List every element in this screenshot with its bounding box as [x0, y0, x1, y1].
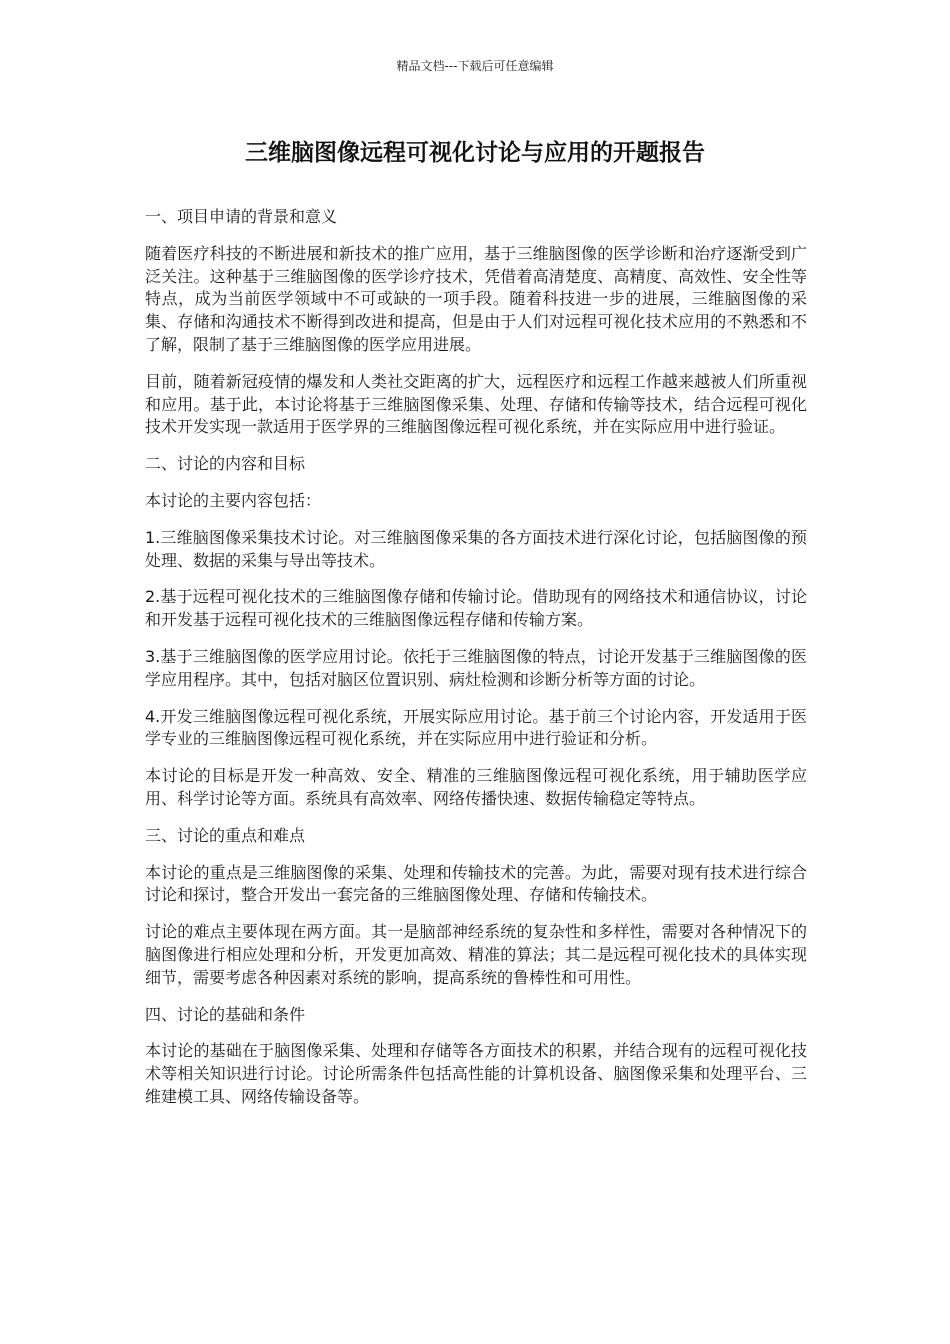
- section-heading-basis-conditions: 四、讨论的基础和条件: [145, 1004, 306, 1024]
- page-header-watermark: 精品文档---下载后可任意编辑: [396, 59, 554, 73]
- document-body: [145, 206, 807, 1123]
- section-heading-key-difficult: 三、讨论的重点和难点: [145, 825, 306, 845]
- paragraph-key-points: 本讨论的重点是三维脑图像的采集、处理和传输技术的完善。为此，需要对现有技术进行综合讨论和探讨，整合开发出一套完备的三维脑图像处理、存储和传输技术。: [145, 862, 807, 905]
- paragraph-difficulties: 讨论的难点主要体现在两方面。其一是脑部神经系统的复杂性和多样性，需要对各种情况下的脑图像进行相应处理和分析，开发更加高效、精准的算法；其二是远程可视化技术的具体实现细节，需要考虑各种因素对系统的影响，提高系统的鲁棒性和可用性。: [145, 922, 807, 987]
- paragraph-basis-conditions: 本讨论的基础在于脑图像采集、处理和存储等各方面技术的积累，并结合现有的远程可视化技术等相关知识进行讨论。讨论所需条件包括高性能的计算机设备、脑图像采集和处理平台、三维建模工具、网络传输设备等。: [145, 1041, 807, 1106]
- section-heading-content-goals: 二、讨论的内容和目标: [145, 454, 306, 474]
- paragraph-goals: 本讨论的目标是开发一种高效、安全、精准的三维脑图像远程可视化系统，用于辅助医学应用、科学讨论等方面。系统具有高效率、网络传播快速、数据传输稳定等特点。: [145, 766, 807, 808]
- list-item-content-3: 3.基于三维脑图像的医学应用讨论。依托于三维脑图像的特点，讨论开发基于三维脑图像的医学应用程序。其中，包括对脑区位置识别、病灶检测和诊断分析等方面的讨论。: [145, 646, 807, 689]
- section-heading-background: 一、项目申请的背景和意义: [145, 207, 338, 226]
- paragraph-background-2: 目前，随着新冠疫情的爆发和人类社交距离的扩大，远程医疗和远程工作越来越被人们所重视和应用。基于此，本讨论将基于三维脑图像采集、处理、存储和传输等技术，结合远程可视化技术开发实现一款适用于医学界的三维脑图像远程可视化系统，并在实际应用中进行验证。: [145, 371, 807, 437]
- paragraph-content-intro: 本讨论的主要内容包括：: [145, 490, 322, 510]
- paragraph-background-1: 随着医疗科技的不断进展和新技术的推广应用，基于三维脑图像的医学诊断和治疗逐渐受到广泛关注。这种基于三维脑图像的医学诊疗技术，凭借着高清楚度、高精度、高效性、安全性等特点，成为当前医学领域中不可或缺的一项手段。随着科技进一步的进展，三维脑图像的采集、存储和沟通技术不断得到改进和提高，但是由于人们对远程可视化技术应用的不熟悉和不了解，限制了基于三维脑图像的医学应用进展。: [145, 243, 807, 354]
- list-item-content-1: 1.三维脑图像采集技术讨论。对三维脑图像采集的各方面技术进行深化讨论，包括脑图像的预处理、数据的采集与导出等技术。: [145, 527, 807, 570]
- list-item-content-2: 2.基于远程可视化技术的三维脑图像存储和传输讨论。借助现有的网络技术和通信协议，讨论和开发基于远程可视化技术的三维脑图像远程存储和传输方案。: [145, 587, 807, 630]
- list-item-content-4: 4.开发三维脑图像远程可视化系统，开展实际应用讨论。基于前三个讨论内容，开发适用于医学专业的三维脑图像远程可视化系统，并在实际应用中进行验证和分析。: [145, 706, 807, 749]
- document-title: 三维脑图像远程可视化讨论与应用的开题报告: [245, 140, 705, 166]
